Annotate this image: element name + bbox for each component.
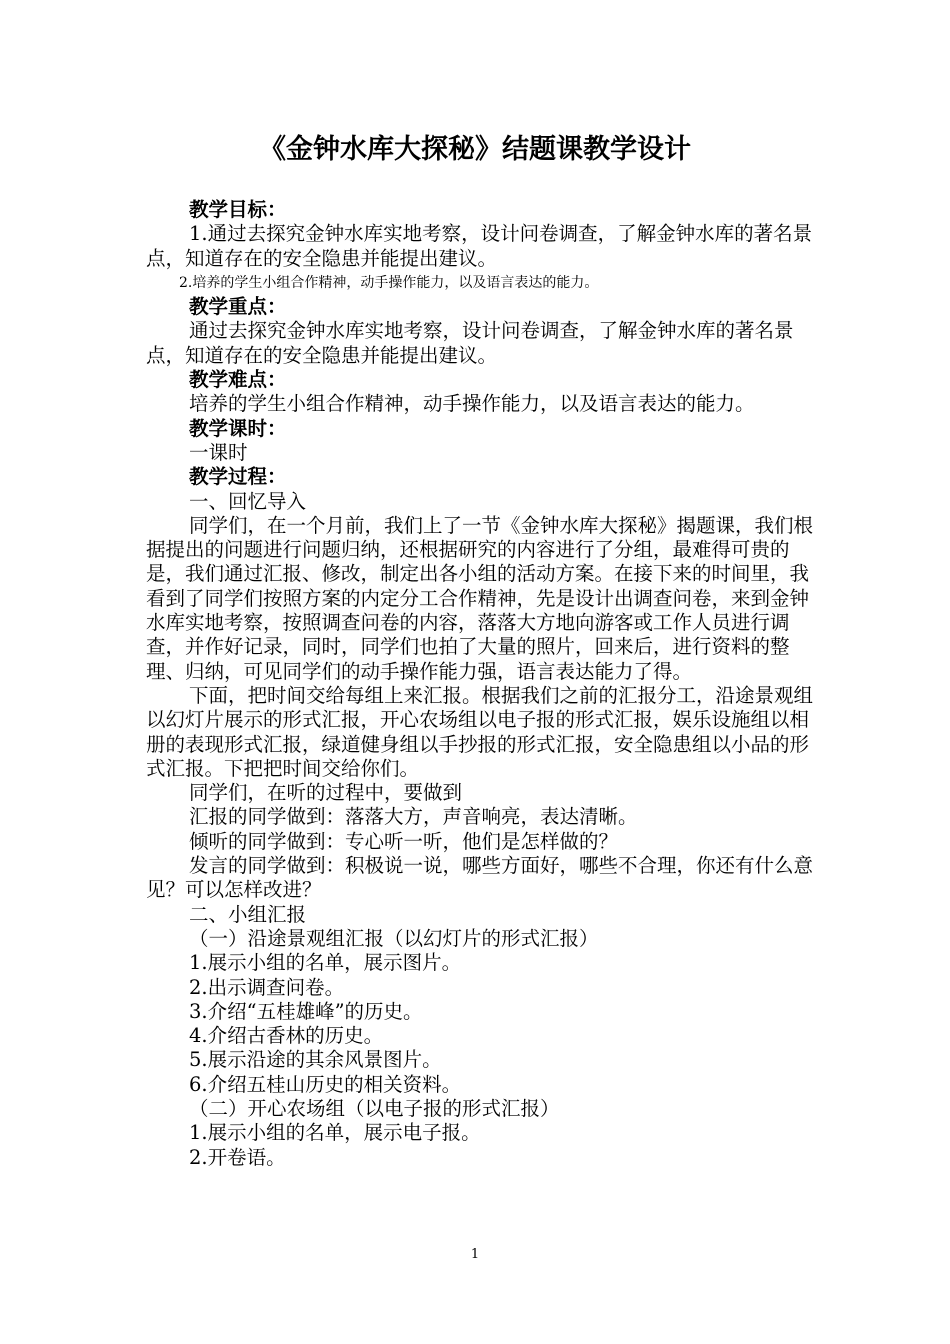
list-item: 5.展示沿途的其余风景图片。: [189, 1048, 442, 1072]
document-body: [146, 198, 814, 1170]
listener-requirement: 倾听的同学做到：专心听一听，他们是怎样做的？: [189, 829, 619, 853]
intro-paragraph-2: 下面，把时间交给每组上来汇报。根据我们之前的汇报分工，沿途景观组以幻灯片展示的形式汇报，开心农场组以电子报的形式汇报，娱乐设施组以相册的表现形式汇报，绿道健身组以手抄报的形式汇报，安全隐患组以小品的形式汇报。下把把时间交给你们。: [146, 683, 814, 780]
listen-instruction: 同学们，在听的过程中，要做到: [189, 781, 463, 805]
list-item: 2.出示调查问卷。: [189, 975, 345, 999]
key-points-heading: 教学重点：: [189, 295, 287, 319]
document-title: 《金钟水库大探秘》结题课教学设计: [259, 134, 691, 165]
list-item: 1.展示小组的名单，展示图片。: [189, 951, 462, 975]
class-hours-heading: 教学课时：: [189, 416, 287, 440]
list-item: 2.开卷语。: [189, 1145, 286, 1169]
section-1-title: 一、回忆导入: [189, 489, 307, 513]
objectives-heading: 教学目标：: [189, 198, 287, 221]
difficulties-heading: 教学难点：: [189, 368, 287, 392]
class-hours-text: 一课时: [189, 440, 248, 464]
list-item: 3.介绍“五桂雄峰”的历史。: [189, 999, 423, 1023]
speaker-requirement: 发言的同学做到：积极说一说，哪些方面好，哪些不合理，你还有什么意见？可以怎样改进？: [146, 854, 814, 902]
list-item: 4.介绍古香林的历史。: [189, 1024, 384, 1048]
list-item: 1.展示小组的名单，展示电子报。: [189, 1121, 481, 1145]
group-2-title: （二）开心农场组（以电子报的形式汇报）: [189, 1096, 560, 1120]
reporter-requirement: 汇报的同学做到：落落大方，声音响亮，表达清晰。: [189, 805, 638, 829]
objective-item-2: 2.培养的学生小组合作精神，动手操作能力，以及语言表达的能力。: [179, 274, 599, 291]
list-item: 6.介绍五桂山历史的相关资料。: [189, 1072, 462, 1096]
group-1-title: （一）沿途景观组汇报（以幻灯片的形式汇报）: [189, 926, 599, 950]
section-2-title: 二、小组汇报: [189, 902, 307, 926]
key-points-text: 通过去探究金钟水库实地考察，设计问卷调查，了解金钟水库的著名景点，知道存在的安全隐患并能提出建议。: [146, 319, 794, 367]
difficulties-text: 培养的学生小组合作精神，动手操作能力，以及语言表达的能力。: [189, 392, 755, 416]
page-number: 1: [470, 1247, 480, 1262]
objective-item-1: 1.通过去探究金钟水库实地考察，设计问卷调查，了解金钟水库的著名景点，知道存在的安全隐患并能提出建议。: [146, 222, 813, 270]
intro-paragraph-1: 同学们，在一个月前，我们上了一节《金钟水库大探秘》揭题课，我们根据提出的问题进行问题归纳，还根据研究的内容进行了分组，最难得可贵的是，我们通过汇报、修改，制定出各小组的活动方案。在接下来的时间里，我看到了同学们按照方案的内定分工合作精神，先是设计出调查问卷，来到金钟水库实地考察，按照调查问卷的内容，落落大方地向游客或工作人员进行调查，并作好记录，同时，同学们也拍了大量的照片，回来后，进行资料的整理、归纳，可见同学们的动手操作能力强，语言表达能力了得。: [146, 513, 814, 683]
process-heading: 教学过程：: [189, 465, 287, 489]
